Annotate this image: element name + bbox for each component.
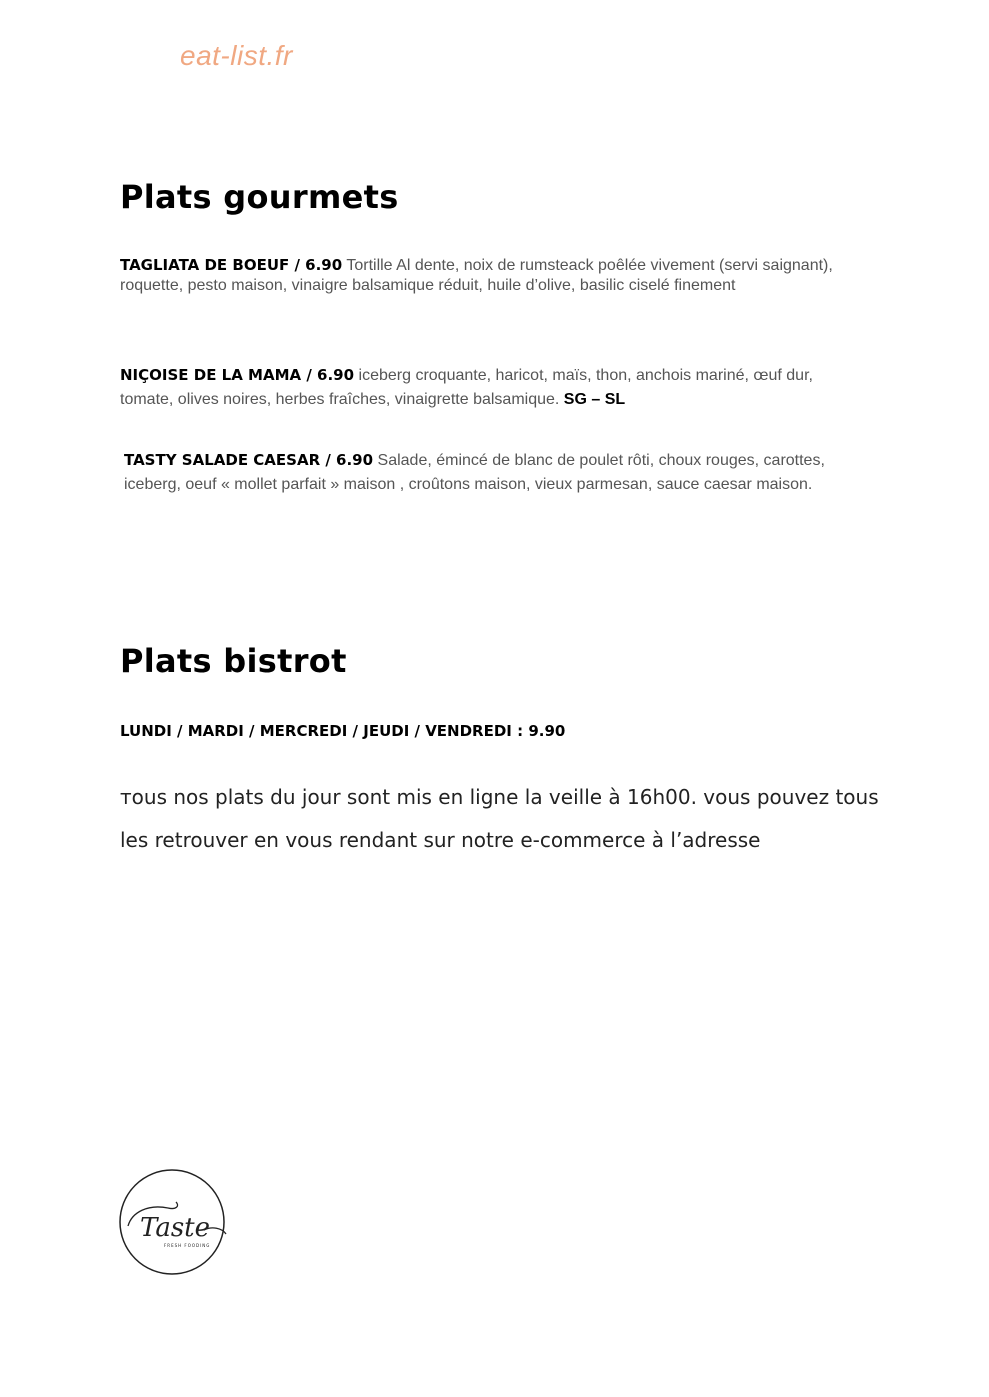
dish-item-tagliata <box>120 255 870 296</box>
dish-name: TAGLIATA DE BOEUF / 6.90 <box>120 256 343 274</box>
dish-description: iceberg croquante, haricot, maïs, thon, anchois mariné, œuf dur, tomate, olives noires, herbes fraîches, vinaigrette balsamique. <box>120 367 813 408</box>
section-title-bistrot: Plats bistrot <box>120 642 347 680</box>
section-title-gourmets: Plats gourmets <box>120 178 399 216</box>
dish-tags: SG – SL <box>563 391 626 408</box>
logo-script: Taste <box>140 1213 211 1243</box>
bistrot-days-price: LUNDI / MARDI / MERCREDI / JEUDI / VENDREDI : 9.90 <box>120 722 566 740</box>
dish-description: Tortille Al dente, noix de rumsteack poêlée vivement (servi saignant), roquette, pesto maison, vinaigre balsamique réduit, huile d’olive, basilic ciselé finement <box>120 257 833 294</box>
dish-item-caesar <box>124 448 874 497</box>
bistrot-intro-text: ᴛous nos plats du jour sont mis en ligne la veille à 16h00. vous pouvez tous les retrouver en vous rendant sur notre e-commerce à l’adresse <box>120 785 879 852</box>
taste-logo <box>118 1168 228 1278</box>
watermark-text: eat-list.fr <box>180 40 293 71</box>
logo-subtitle: FRESH FOODING <box>164 1243 211 1248</box>
dish-name: TASTY SALADE CAESAR / 6.90 <box>124 451 374 469</box>
dish-name: NIÇOISE DE LA MAMA / 6.90 <box>120 366 355 384</box>
dish-description: Salade, émincé de blanc de poulet rôti, choux rouges, carottes, iceberg, oeuf « mollet parfait » maison , croûtons maison, vieux parmesan, sauce caesar maison. <box>124 452 825 493</box>
dish-item-nicoise <box>120 363 870 412</box>
